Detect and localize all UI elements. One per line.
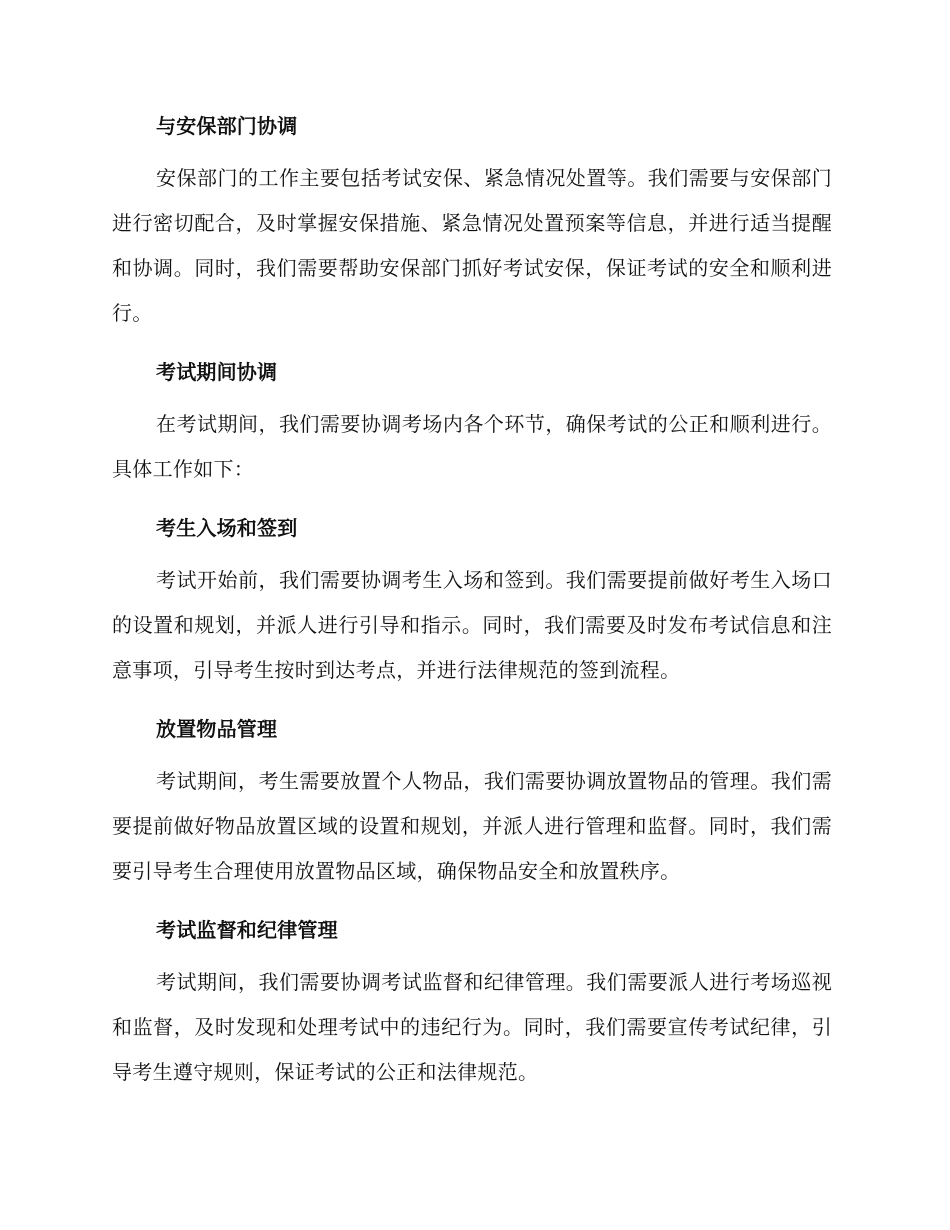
section-title-security: 与安保部门协调 [156, 114, 298, 138]
section-body-entry-signin: 考试开始前，我们需要协调考生入场和签到。我们需要提前做好考生入场口的设置和规划，并派人进行引导和指示。同时，我们需要及时发布考试信息和注意事项，引导考生按时到达考点，并进行法律规范的签到流程。 [112, 568, 832, 682]
section-title-item-storage: 放置物品管理 [156, 717, 278, 741]
document-page [112, 110, 832, 1115]
section-body-supervision: 考试期间，我们需要协调考试监督和纪律管理。我们需要派人进行考场巡视和监督，及时发现和处理考试中的违纪行为。同时，我们需要宣传考试纪律，引导考生遵守规则，保证考试的公正和法律规范。 [112, 970, 832, 1084]
section-body-item-storage: 考试期间，考生需要放置个人物品，我们需要协调放置物品的管理。我们需要提前做好物品放置区域的设置和规划，并派人进行管理和监督。同时，我们需要引导考生合理使用放置物品区域，确保物品安全和放置秩序。 [112, 769, 832, 883]
section-title-exam-period: 考试期间协调 [156, 360, 278, 384]
section-body-security: 安保部门的工作主要包括考试安保、紧急情况处置等。我们需要与安保部门进行密切配合，及时掌握安保措施、紧急情况处置预案等信息，并进行适当提醒和协调。同时，我们需要帮助安保部门抓好考试安保，保证考试的安全和顺利进行。 [112, 166, 832, 325]
section-title-supervision: 考试监督和纪律管理 [156, 918, 338, 942]
section-body-exam-period: 在考试期间，我们需要协调考场内各个环节，确保考试的公正和顺利进行。具体工作如下： [112, 412, 832, 481]
section-title-entry-signin: 考生入场和签到 [156, 516, 298, 540]
